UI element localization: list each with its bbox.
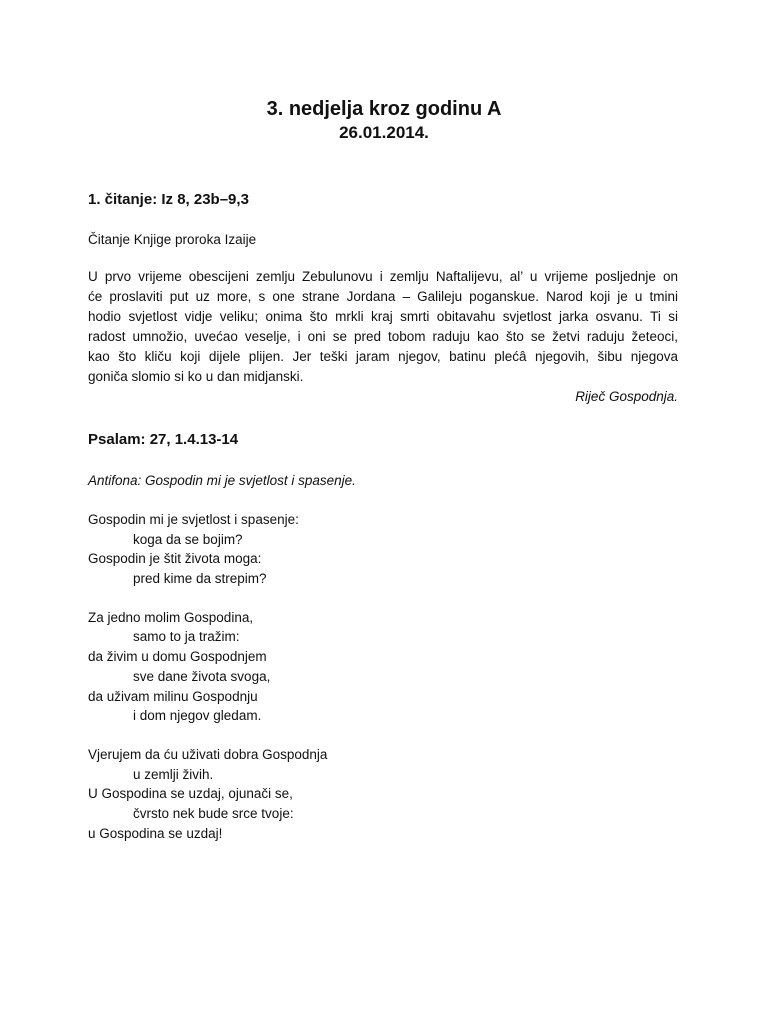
psalm-line: pred kime da strepim? <box>133 571 267 587</box>
psalm-stanza <box>88 608 678 726</box>
psalm-line: sve dane života svoga, <box>133 668 271 684</box>
psalm-line: u Gospodina se uzdaj! <box>88 825 223 841</box>
psalm-line: U Gospodina se uzdaj, ojunači se, <box>88 786 293 802</box>
reading-line: hodio svjetlost vidje veliku; onima što mrkli kraj smrti obitavahu svjetlost jarka osvanu. Ti si <box>88 309 678 324</box>
psalm-line: Vjerujem da ću uživati dobra Gospodnja <box>88 746 328 762</box>
reading-text <box>88 267 678 387</box>
psalm-line: Gospodin mi je svjetlost i spasenje: <box>88 512 299 527</box>
reading-line: goniča slomio si ko u dan midjanski. <box>88 369 304 384</box>
psalm-antiphon: Antifona: Gospodin mi je svjetlost i spasenje. <box>88 473 356 488</box>
psalm-heading: Psalam: 27, 1.4.13-14 <box>88 431 239 448</box>
psalm-line: i dom njegov gledam. <box>133 708 262 724</box>
psalm-text <box>88 510 678 862</box>
reading-line: radost umnožio, uvećao veselje, i oni se pred tobom raduju kao što se žetvi raduju žeteoci, <box>88 329 678 344</box>
reading-line: U prvo vrijeme obescijeni zemlju Zebulunovu i zemlju Naftalijevu, al’ u vrijeme posljednje on <box>88 269 678 284</box>
psalm-line: čvrsto nek bude srce tvoje: <box>133 805 294 821</box>
psalm-line: u zemlji živih. <box>133 766 214 782</box>
psalm-line: Gospodin je štit života moga: <box>88 551 262 567</box>
psalm-stanza <box>88 745 678 843</box>
reading-line: će proslaviti put uz more, s one strane Jordana – Galileju poganskue. Narod koji je u tmini <box>88 289 678 304</box>
psalm-line: da uživam milinu Gospodnju <box>88 688 258 704</box>
psalm-line: samo to ja tražim: <box>133 629 240 645</box>
page-title: 3. nedjelja kroz godinu A <box>266 98 502 120</box>
psalm-line: da živim u domu Gospodnjem <box>88 649 267 665</box>
reading-heading: 1. čitanje: Iz 8, 23b–9,3 <box>88 191 249 208</box>
reading-line: kao što kliču koji dijele plijen. Jer teški jaram njegov, batinu plećâ njegovih, šibu njegova <box>88 349 678 364</box>
psalm-line: Za jedno molim Gospodina, <box>88 609 254 625</box>
psalm-line: koga da se bojim? <box>133 531 243 547</box>
reading-closing: Riječ Gospodnja. <box>575 389 678 404</box>
psalm-stanza <box>88 510 678 589</box>
reading-intro: Čitanje Knjige proroka Izaije <box>88 232 257 247</box>
page-date: 26.01.2014. <box>339 123 429 142</box>
